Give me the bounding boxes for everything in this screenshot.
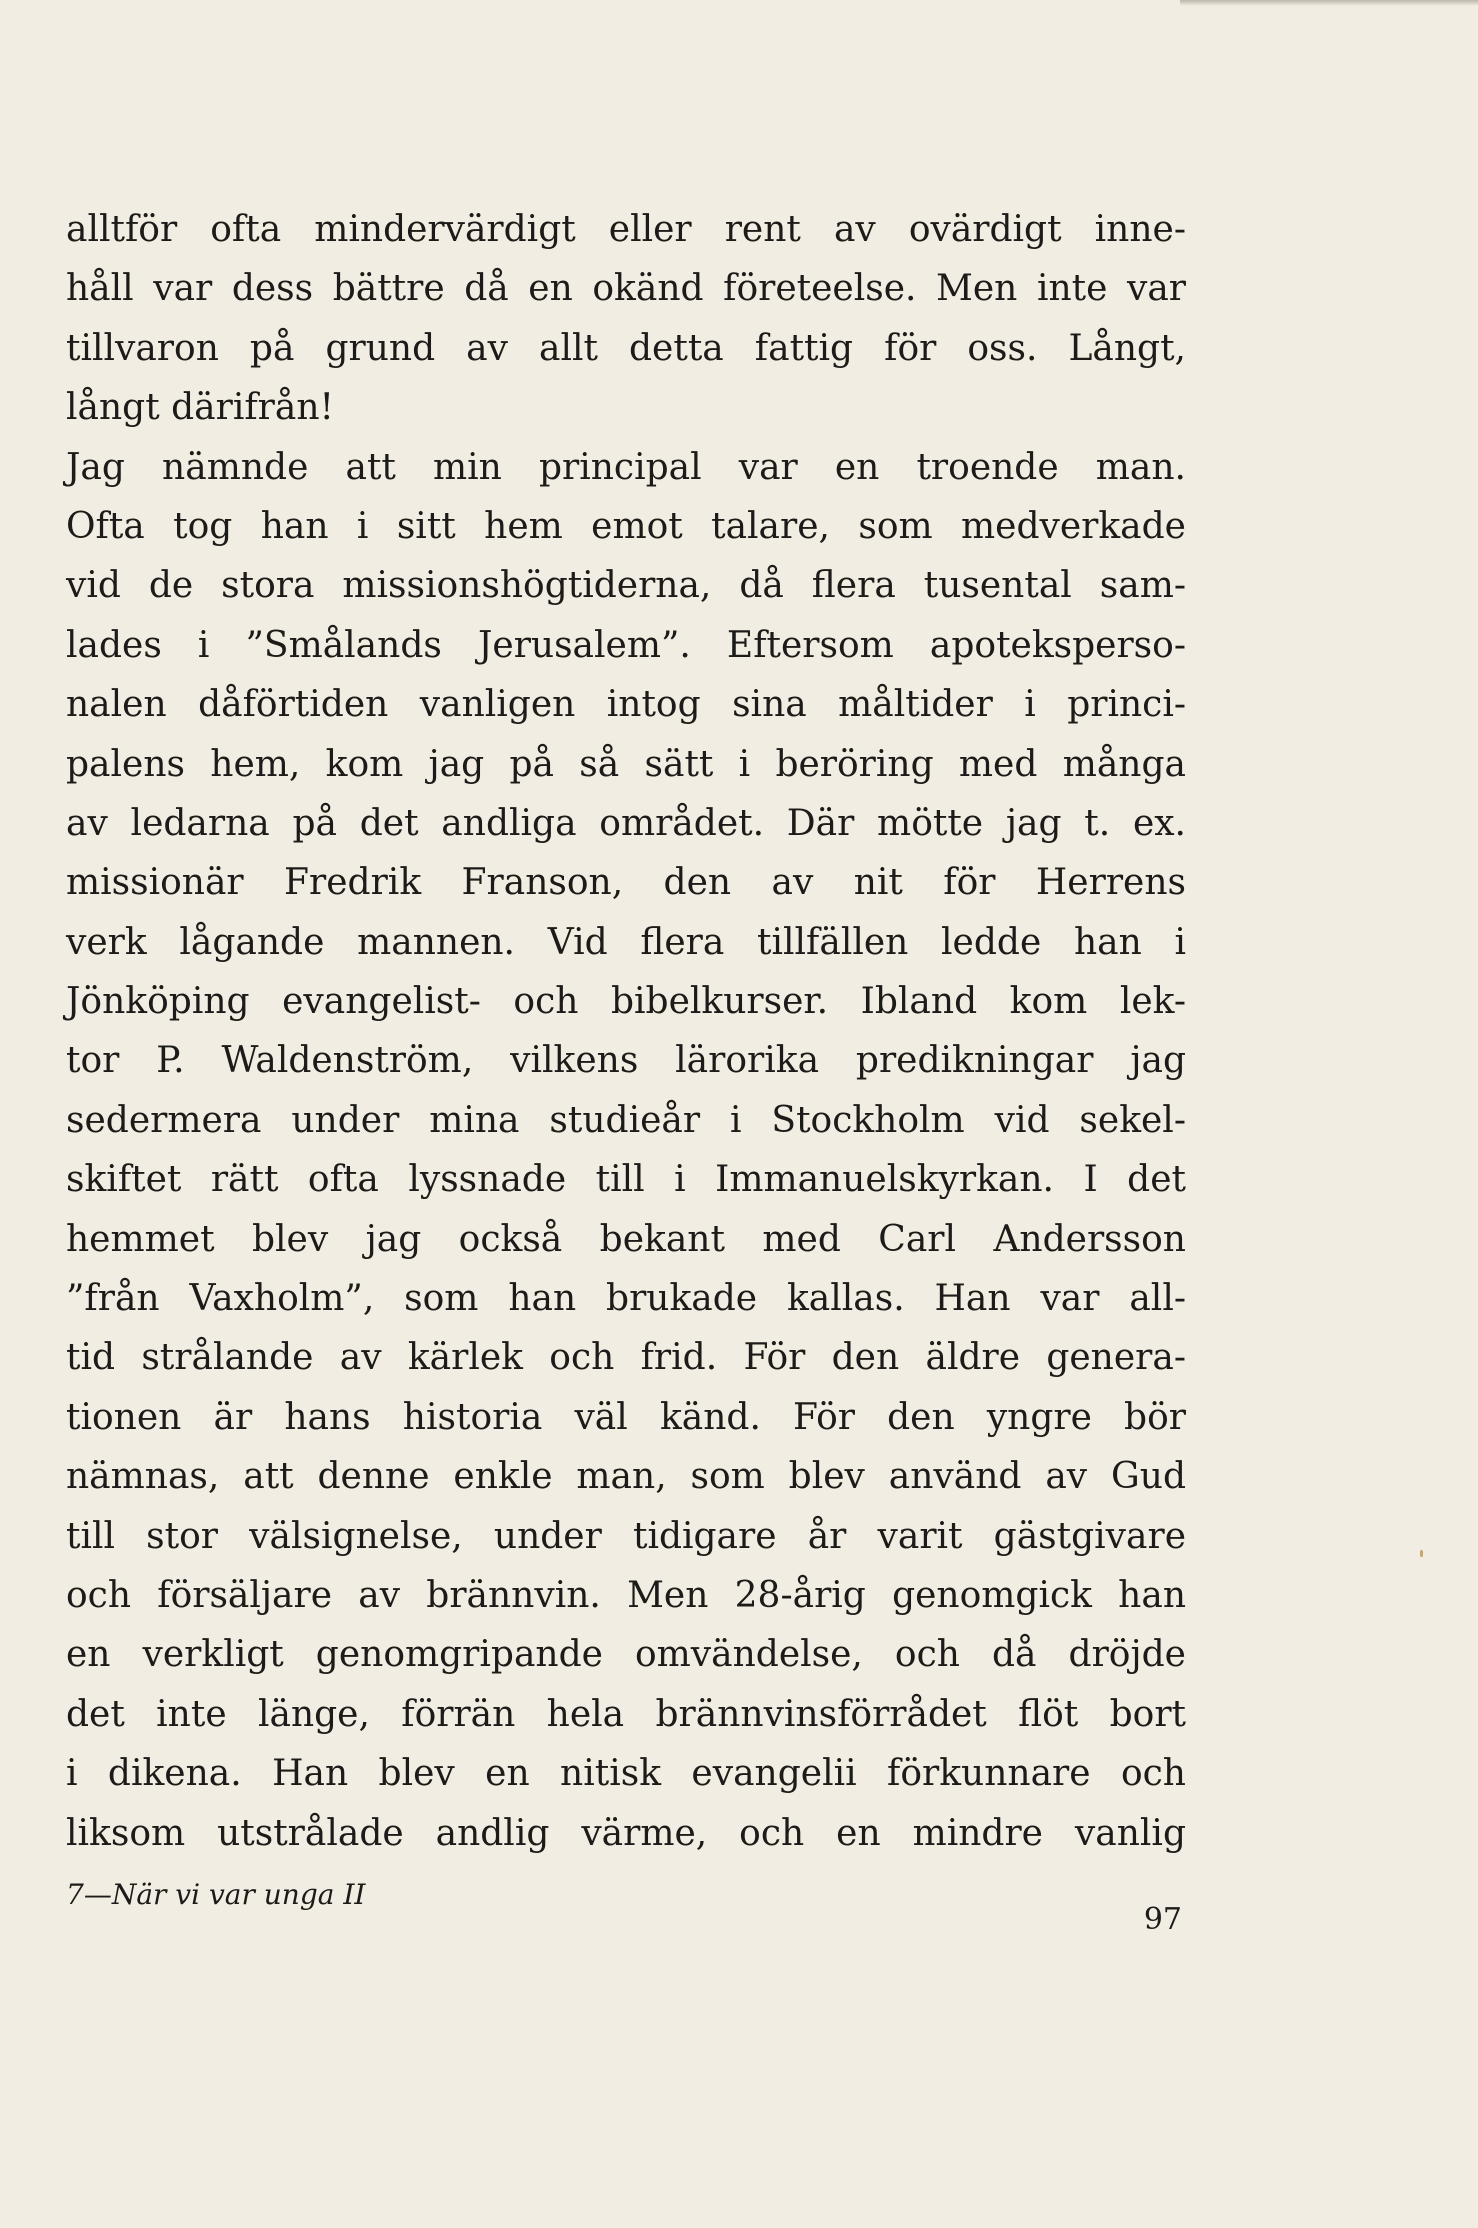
text-line: tid strålande av kärlek och frid. För den äldre genera- [66,1337,1186,1379]
text-line: Jag nämnde att min principal var en troende man. [66,446,1186,488]
text-line: ”från Vaxholm”, som han brukade kallas. Han var all- [66,1278,1186,1320]
text-line: lades i ”Smålands Jerusalem”. Eftersom apoteksperso- [66,624,1186,666]
body-text [66,200,1186,1863]
text-line: Jönköping evangelist- och bibelkurser. Ibland kom lek- [66,981,1186,1023]
text-line: missionär Fredrik Franson, den av nit för Herrens [66,862,1186,904]
text-line: vid de stora missionshögtiderna, då flera tusental sam- [66,565,1186,607]
text-line: Ofta tog han i sitt hem emot talare, som medverkade [66,505,1186,547]
text-line: hemmet blev jag också bekant med Carl Andersson [66,1218,1186,1260]
text-line: tillvaron på grund av allt detta fattig för oss. Långt, [66,327,1186,369]
text-line: nämnas, att denne enkle man, som blev använd av Gud [66,1456,1186,1498]
text-line: tionen är hans historia väl känd. För den yngre bör [66,1396,1186,1438]
text-line: och försäljare av brännvin. Men 28-årig genomgick han [66,1574,1186,1616]
text-line: nalen dåförtiden vanligen intog sina måltider i princi- [66,684,1186,726]
text-line: håll var dess bättre då en okänd företeelse. Men inte var [66,268,1186,310]
signature-mark: 7—När vi var unga II [66,1878,366,1911]
page-footer [66,1878,1186,1938]
text-line: skiftet rätt ofta lyssnade till i Immanuelskyrkan. I det [66,1159,1186,1201]
text-line: sedermera under mina studieår i Stockholm vid sekel- [66,1099,1186,1141]
text-line: palens hem, kom jag på så sätt i beröring med många [66,743,1186,785]
text-line: av ledarna på det andliga området. Där mötte jag t. ex. [66,802,1186,844]
text-line: långt därifrån! [66,387,334,429]
text-line: en verkligt genomgripande omvändelse, och då dröjde [66,1634,1186,1676]
text-line: i dikena. Han blev en nitisk evangelii förkunnare och [66,1753,1186,1795]
text-line: liksom utstrålade andlig värme, och en mindre vanlig [66,1812,1186,1854]
paper-speck [1420,1550,1423,1557]
page-number: 97 [1143,1902,1182,1937]
text-line: verk lågande mannen. Vid flera tillfällen ledde han i [66,921,1186,963]
text-line: det inte länge, förrän hela brännvinsförrådet flöt bort [66,1693,1186,1735]
text-line: alltför ofta mindervärdigt eller rent av ovärdigt inne- [66,209,1186,250]
text-line: till stor välsignelse, under tidigare år varit gästgivare [66,1515,1186,1557]
text-line: tor P. Waldenström, vilkens lärorika predikningar jag [66,1040,1186,1082]
page-edge-shadow [1180,0,1478,6]
